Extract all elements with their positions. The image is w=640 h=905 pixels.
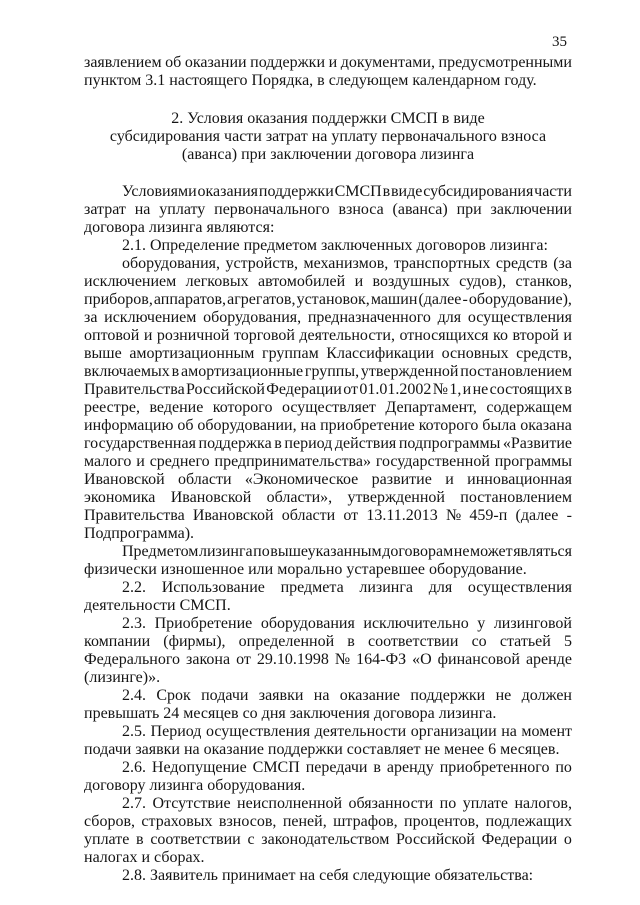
word: предпринимательства»: [214, 453, 371, 470]
text-line: [122, 579, 572, 597]
word: информацию: [84, 417, 174, 434]
word: первоначального: [214, 201, 330, 218]
word: 164-ФЗ: [356, 651, 407, 668]
word: содержащем: [486, 399, 572, 416]
word: государственной: [375, 453, 490, 470]
text-line: [84, 435, 572, 453]
word: машин: [370, 291, 418, 308]
text-line: [84, 453, 572, 471]
word: подлежащих: [485, 813, 572, 830]
word: от: [236, 651, 251, 668]
word: части: [534, 183, 572, 200]
word: аренде: [525, 651, 572, 668]
word: 29.10.1998: [256, 651, 329, 668]
word: утвержденной: [347, 489, 445, 506]
word: в: [564, 381, 572, 398]
word: Федерации: [266, 381, 342, 398]
word: закона: [186, 651, 231, 668]
word: пеней,: [282, 813, 327, 830]
word: Правительства: [84, 381, 185, 398]
word: на: [134, 201, 151, 218]
text-line: [84, 201, 572, 219]
word: осуществления: [467, 579, 572, 596]
word: (далее: [515, 507, 559, 524]
word: 01.01.2002: [359, 381, 432, 398]
word: в: [171, 363, 180, 380]
word: о: [563, 831, 572, 848]
text-line: 2.8. Заявитель принимает на себя следующие обязательства:: [122, 867, 534, 884]
text-line: [122, 723, 572, 741]
word: основных: [441, 345, 509, 362]
word: среднего: [149, 453, 210, 470]
word: постановлением: [460, 363, 572, 380]
word: механизмов,: [303, 255, 389, 272]
word: заявлением: [84, 54, 162, 71]
word: в: [274, 435, 282, 452]
word: договорам: [382, 543, 454, 560]
word: выше: [84, 345, 122, 362]
word: для: [428, 579, 453, 596]
word: уплате: [84, 831, 130, 848]
word: Федерального: [84, 651, 181, 668]
word: -: [566, 507, 572, 524]
text-line: [84, 813, 572, 831]
text-line: [84, 651, 572, 669]
word: взносов,: [218, 813, 277, 830]
word: страховых: [141, 813, 213, 830]
word: документами,: [340, 54, 435, 71]
word: Классификации: [326, 345, 435, 362]
word: поддержка: [198, 435, 272, 452]
word: группы,: [304, 363, 360, 380]
word: торговой: [233, 327, 295, 344]
word: относящихся: [399, 327, 489, 344]
word: вышеуказанным: [270, 543, 382, 560]
word: оборудования,: [203, 309, 302, 326]
word: исключительно: [363, 615, 469, 632]
word: подачи: [201, 687, 249, 704]
word: не: [472, 381, 489, 398]
word: государственная: [84, 435, 196, 452]
word: «Экономическое: [244, 471, 359, 488]
word: и: [136, 453, 145, 470]
word: 2.4.: [122, 687, 146, 704]
word: статьей: [499, 633, 551, 650]
word: организации: [410, 723, 497, 740]
word: Российской: [396, 831, 475, 848]
word: момент: [521, 723, 572, 740]
text-line: [122, 543, 572, 561]
word: обязанности: [348, 795, 434, 812]
word: инновационная: [467, 471, 572, 488]
word: должен: [521, 687, 572, 704]
word: амортизационным: [129, 345, 255, 362]
word: 2.6.: [122, 759, 146, 776]
word: аренду: [386, 759, 434, 776]
word: станков,: [515, 273, 572, 290]
word: соответствии: [368, 633, 459, 650]
word: и: [143, 327, 153, 344]
word: уплату: [159, 201, 206, 218]
text-line: договора лизинга являются:: [84, 219, 275, 236]
word: соответствии: [150, 831, 241, 848]
word: виде: [390, 183, 423, 200]
word: воздушных: [372, 273, 450, 290]
word: (далее: [418, 291, 462, 308]
word: Недопущение: [151, 759, 247, 776]
word: и: [354, 273, 364, 290]
word: 5: [563, 633, 572, 650]
word: которого: [212, 399, 273, 416]
word: Российской: [186, 381, 265, 398]
text-line: [84, 381, 572, 399]
text-line: [84, 54, 572, 72]
text-line: пунктом 3.1 настоящего Порядка, в следующем календарном году.: [84, 72, 537, 89]
word: приборов,: [84, 291, 153, 308]
word: 2.3.: [122, 615, 146, 632]
word: 2.2.: [122, 579, 146, 596]
word: поддержки: [258, 183, 334, 200]
text-line: [84, 327, 572, 345]
word: осуществляет: [281, 399, 376, 416]
text-line: [84, 345, 572, 363]
word: в: [347, 633, 355, 650]
word: в: [136, 831, 144, 848]
word: приобретенного: [439, 759, 550, 776]
word: предмета: [280, 579, 344, 596]
word: Использование: [161, 579, 265, 596]
word: оказании: [184, 54, 247, 71]
word: Отсутствие: [152, 795, 231, 812]
word: средств: [495, 255, 548, 272]
word: осуществления: [467, 309, 572, 326]
word: для: [437, 309, 462, 326]
word: Срок: [156, 687, 191, 704]
word: утвержденной: [360, 363, 459, 380]
word: являться: [513, 543, 572, 560]
word: 459-п: [469, 507, 508, 524]
word: Федерации: [481, 831, 558, 848]
text-line: [84, 363, 572, 381]
text-line: [122, 687, 572, 705]
word: Условиями: [122, 183, 197, 200]
word: по: [439, 795, 457, 812]
text-line: превышать 24 месяцев со дня заключения договора лизинга.: [84, 705, 497, 722]
word: от: [343, 507, 359, 524]
word: Приобретение: [154, 615, 253, 632]
word: не: [495, 687, 512, 704]
page-number: 35: [552, 34, 567, 50]
text-line: [84, 417, 572, 435]
word: постановлением: [460, 489, 572, 506]
word: (аванса): [392, 201, 448, 218]
word: области: [281, 507, 336, 524]
word: Ивановской: [170, 489, 252, 506]
word: финансовой: [437, 651, 520, 668]
word: и: [328, 54, 338, 71]
text-line: [84, 633, 572, 651]
word: Правительства: [84, 507, 185, 524]
word: 13.11.2013: [366, 507, 438, 524]
word: определенной: [238, 633, 335, 650]
word: оказана: [520, 417, 572, 434]
word: и: [445, 471, 454, 488]
word: состоящих: [489, 381, 563, 398]
word: в: [382, 183, 391, 200]
word: законодательством: [261, 831, 390, 848]
text-line: подачи заявки на оказание поддержки составляет не менее 6 месяцев.: [84, 741, 560, 758]
word: транспортных: [393, 255, 491, 272]
word: группам: [262, 345, 319, 362]
word: средств,: [516, 345, 572, 362]
word: осуществления: [205, 723, 311, 740]
word: Департамент,: [385, 399, 477, 416]
word: уплате: [462, 795, 509, 812]
text-line: [84, 831, 572, 849]
word: неисполненной: [237, 795, 343, 812]
word: процентов,: [404, 813, 480, 830]
word: №: [432, 381, 448, 398]
text-line: деятельности СМСП.: [84, 597, 231, 614]
text-line: физически изношенное или морально устаревшее оборудование.: [84, 561, 527, 578]
text-line: договору лизинга оборудования.: [84, 777, 306, 794]
word: период: [284, 435, 333, 452]
word: включаемых: [84, 363, 170, 380]
word: оказания: [197, 183, 259, 200]
word: передачи: [305, 759, 368, 776]
word: области: [178, 471, 232, 488]
word: деятельности,: [299, 327, 395, 344]
word: малого: [84, 453, 132, 470]
word: компании: [84, 633, 151, 650]
word: об: [177, 417, 194, 434]
section-title: 2. Условия оказания поддержки СМСП в виде: [171, 110, 485, 127]
word: 2.7.: [122, 795, 146, 812]
word: предусмотренными: [438, 54, 572, 71]
word: предназначенного: [307, 309, 431, 326]
text-line: [122, 759, 572, 777]
word: на: [313, 687, 330, 704]
word: (фирмы),: [163, 633, 226, 650]
word: развитие: [371, 471, 432, 488]
word: Ивановской: [192, 507, 274, 524]
text-line: [122, 795, 572, 813]
word: оборудования,: [122, 255, 220, 272]
word: исключением: [104, 309, 197, 326]
text-line: [84, 309, 572, 327]
word: по: [253, 543, 270, 560]
text-line: [84, 489, 572, 507]
word: ведение: [149, 399, 204, 416]
word: №: [445, 507, 462, 524]
word: СМСП: [252, 759, 300, 776]
word: оборудования: [260, 615, 355, 632]
word: субсидирования: [423, 183, 534, 200]
word: «О: [412, 651, 432, 668]
word: оптовой: [84, 327, 140, 344]
text-line: [84, 399, 572, 417]
word: на: [300, 417, 317, 434]
word: программы: [494, 453, 572, 470]
word: розничной: [156, 327, 230, 344]
text-line: [84, 291, 572, 309]
word: №: [334, 651, 351, 668]
word: сборов,: [84, 813, 135, 830]
text-line: [122, 615, 572, 633]
word: -: [462, 291, 468, 308]
word: поддержки: [250, 54, 326, 71]
word: автомобилей: [257, 273, 346, 290]
word: приобретение: [320, 417, 415, 434]
text-line: (лизинге)».: [84, 669, 161, 686]
word: «Развитие: [502, 435, 572, 452]
word: поддержки: [410, 687, 486, 704]
word: в: [373, 759, 381, 776]
word: аппаратов,: [153, 291, 227, 308]
word: налогов,: [514, 795, 572, 812]
word: Предметом: [122, 543, 199, 560]
word: от: [343, 381, 358, 398]
word: со: [471, 633, 487, 650]
word: заявки: [258, 687, 304, 704]
word: об: [165, 54, 182, 71]
word: судов),: [459, 273, 507, 290]
word: исключением: [84, 273, 177, 290]
word: установок,: [296, 291, 370, 308]
word: агрегатов,: [227, 291, 296, 308]
text-line: [122, 183, 572, 201]
word: с: [247, 831, 255, 848]
word: затрат: [84, 201, 126, 218]
word: 2.5.: [122, 723, 146, 740]
word: за: [84, 309, 98, 326]
word: оборудовании,: [197, 417, 297, 434]
text-line: [84, 471, 572, 489]
text-line: налогах и сборах.: [84, 849, 205, 866]
text-line: [122, 255, 572, 273]
word: и: [462, 381, 472, 398]
word: у: [477, 615, 486, 632]
text-line: Подпрограмма).: [84, 525, 195, 542]
word: лизинга: [359, 579, 414, 596]
word: Период: [150, 723, 202, 740]
word: легковых: [185, 273, 249, 290]
word: Ивановской: [84, 471, 165, 488]
word: действия: [334, 435, 397, 452]
word: экономика: [84, 489, 156, 506]
word: деятельности: [314, 723, 407, 740]
word: (за: [553, 255, 572, 272]
word: устройств,: [225, 255, 298, 272]
word: не: [453, 543, 470, 560]
word: которого: [418, 417, 479, 434]
text-line: 2.1. Определение предметом заключенных договоров лизинга:: [122, 237, 548, 254]
word: была: [482, 417, 517, 434]
word: лизинга: [198, 543, 253, 560]
word: реестре,: [84, 399, 140, 416]
text-line: [84, 273, 572, 291]
text-line: [84, 507, 572, 525]
word: на: [501, 723, 517, 740]
word: лизинговой: [493, 615, 572, 632]
word: при: [456, 201, 482, 218]
word: второй: [512, 327, 559, 344]
word: 1,: [449, 381, 462, 398]
word: подпрограммы: [398, 435, 501, 452]
word: заключении: [490, 201, 572, 218]
word: амортизационные: [180, 363, 304, 380]
word: области»,: [266, 489, 333, 506]
word: может: [469, 543, 513, 560]
section-title: (аванса) при заключении договора лизинга: [181, 146, 475, 163]
word: по: [555, 759, 572, 776]
word: и: [563, 327, 572, 344]
word: ко: [493, 327, 508, 344]
word: оборудование),: [468, 291, 572, 308]
section-title: субсидирования части затрат на уплату первоначального взноса: [109, 128, 547, 145]
word: штрафов,: [333, 813, 398, 830]
word: взноса: [338, 201, 384, 218]
word: оказание: [339, 687, 401, 704]
word: СМСП: [334, 183, 382, 200]
